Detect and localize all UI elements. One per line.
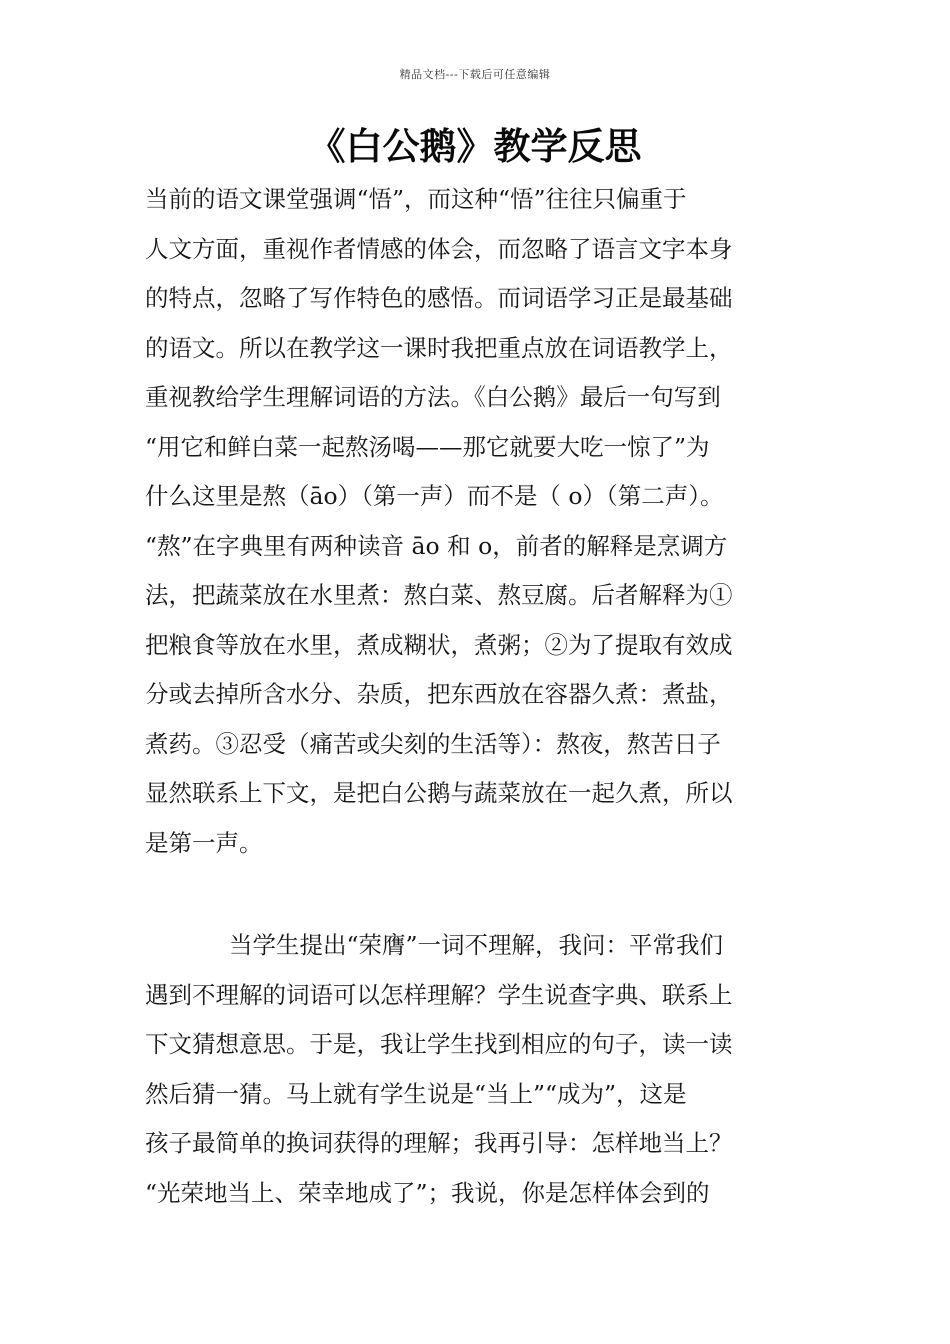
paragraph-line: “光荣地当上、荣幸地成了”；我说，你是怎样体会到的	[145, 1178, 710, 1207]
paragraph-2	[145, 921, 825, 1218]
paragraph-line: 下文猜想意思。于是，我让学生找到相应的句子，读一读	[145, 1030, 733, 1058]
paragraph-line: “用它和鲜白菜一起熬汤喝——那它就要大吃一惊了”为	[145, 432, 710, 461]
header-watermark: 精品文档---下载后可任意编辑	[399, 68, 551, 81]
paragraph-line: 煮药。③忍受（痛苦或尖刻的生活等）：熬夜，熬苦日子	[145, 729, 721, 758]
document-title: 《白公鹅》教学反思	[308, 125, 642, 168]
paragraph-line: 的特点，忽略了写作特色的感悟。而词语学习正是最基础	[145, 284, 733, 312]
paragraph-line: 重视教给学生理解词语的方法。《白公鹅》最后一句写到	[145, 383, 721, 411]
paragraph-line: 分或去掉所含水分、杂质，把东西放在容器久煮：煮盐，	[145, 680, 733, 708]
paragraph-line: 当前的语文课堂强调“悟”，而这种“悟”往往只偏重于	[145, 185, 687, 213]
paragraph-line: 的语文。所以在教学这一课时我把重点放在词语教学上，	[145, 333, 733, 362]
paragraph-line: 是第一声。	[145, 828, 263, 857]
paragraph-line: “熬”在字典里有两种读音 āo 和 o，前者的解释是烹调方	[145, 531, 728, 560]
paragraph-line: 法，把蔬菜放在水里煮：熬白菜、熬豆腐。后者解释为①	[145, 581, 733, 609]
paragraph-1	[145, 175, 825, 868]
paragraph-line: 什么这里是熬（āo）（第一声）而不是（ o）（第二声）。	[145, 482, 724, 510]
paragraph-line: 把粮食等放在水里，煮成糊状，煮粥；②为了提取有效成	[145, 630, 733, 659]
paragraph-line: 然后猜一猜。马上就有学生说是“当上”“成为”，这是	[145, 1079, 687, 1108]
paragraph-line: 孩子最简单的换词获得的理解；我再引导：怎样地当上？	[145, 1129, 733, 1157]
paragraph-line: 人文方面，重视作者情感的体会，而忽略了语言文字本身	[145, 234, 733, 263]
paragraph-line: 显然联系上下文，是把白公鹅与蔬菜放在一起久煮，所以	[145, 779, 733, 807]
paragraph-line: 遇到不理解的词语可以怎样理解？学生说查字典、联系上	[145, 980, 733, 1009]
paragraph-line: 当学生提出“荣膺”一词不理解，我问：平常我们	[229, 931, 724, 959]
